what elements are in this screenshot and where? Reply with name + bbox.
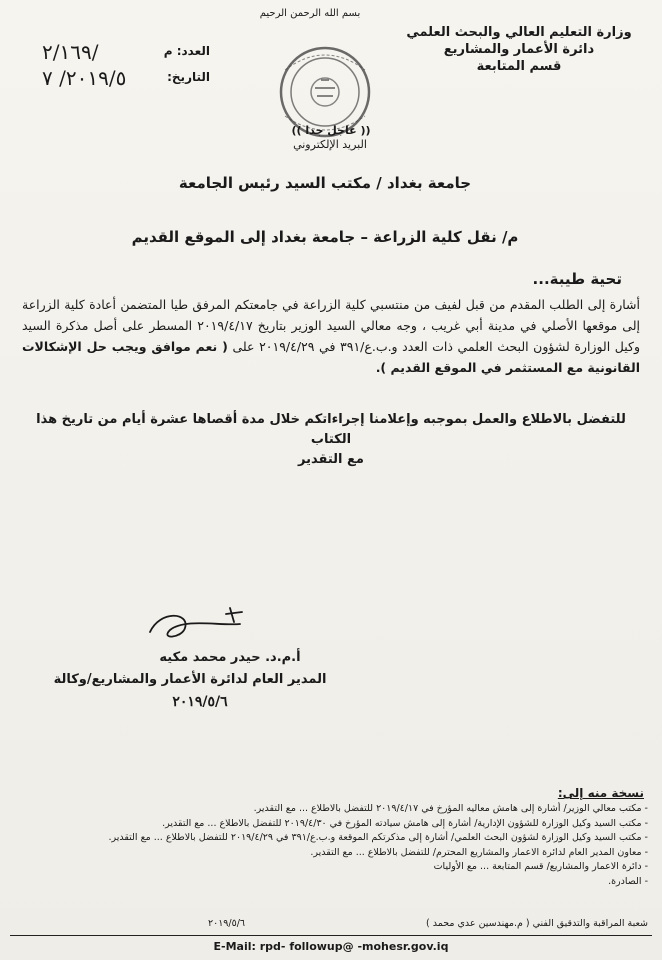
request-paragraph: [22, 410, 640, 470]
body-text: أشارة إلى الطلب المقدم من قبل لفيف من منتسبي كلية الزراعة في جامعتكم المرفق طيا المتضمن أعادة كلية الزراعة إلى موقعها الأصلي في مدينة أبي غريب ، وجه معالي السيد الوزير بتاريخ ٢٠١٩/٤/١٧ المسطر على أصل مذكرة السيد وكيل الوزارة لشؤون البحث العلمي ذات العدد و.ب.ع/٣٩١ في ٢٠١٩/٤/٢٩ على: [22, 297, 641, 354]
greeting: تحية طيبة...: [532, 270, 622, 288]
signature-date: ٢٠١٩/٥/٦: [172, 694, 228, 710]
footer-date: ٢٠١٩/٥/٦: [208, 918, 246, 929]
number-label: العدد: م: [163, 44, 210, 58]
reference-number: [40, 40, 210, 66]
signer-name: أ.م.د. حيدر محمد مكيه: [159, 650, 301, 665]
minister-decision: ( نعم موافق ويجب حل الإشكالات القانونية مع المستثمر في الموقع القديم ).: [22, 339, 640, 375]
addressee: جامعة بغداد / مكتب السيد رئيس الجامعة: [178, 174, 472, 192]
department-line: دائرة الأعمار والمشاريع: [443, 42, 595, 57]
reference-date: [40, 66, 210, 92]
date-label: التاريخ:: [167, 70, 210, 84]
ministry-header: [404, 24, 634, 75]
ministry-line: وزارة التعليم العالي والبحث العلمي: [406, 25, 632, 40]
footer-note: [8, 918, 648, 929]
list-item: - مكتب السيد وكيل الوزارة للشؤون الإدارية/ أشارة إلى هامش سيادته المؤرخ في ٢٠١٩/٤/٣٠ للتفضل بالاطلاع ... مع التقدير.: [162, 817, 648, 829]
date-value: ٢٠١٩/٥/ ٧: [42, 66, 127, 90]
request-text: للتفضل بالاطلاع والعمل بموجبه وإعلامنا إجراءاتكم خلال مدة أقصاها عشرة أيام من تاريخ هذا الكتاب: [36, 412, 626, 447]
list-item: - مكتب السيد وكيل الوزارة لشؤون البحث العلمي/ أشارة إلى مذكرتكم الموقعة و.ب.ع/٣٩١ في ٢٠١٩/٤/٢٩ للتفضل بالاطلاع ... مع التقدير.: [108, 832, 648, 843]
footer-divider: [10, 935, 652, 936]
signer-title: المدير العام لدائرة الأعمار والمشاريع/وكالة: [53, 672, 327, 687]
subject-line: م/ نقل كلية الزراعة – جامعة بغداد إلى الموقع القديم: [131, 228, 519, 246]
number-value: ٢/١٦٩/: [42, 40, 99, 64]
list-item: - معاون المدير العام لدائرة الاعمار والمشاريع المحترم/ للتفضل بالاطلاع ... مع التقدير.: [310, 846, 648, 858]
bismillah: بسم الله الرحمن الرحيم: [259, 8, 361, 19]
reference-block: [40, 40, 210, 92]
handwritten-signature: [130, 600, 260, 650]
footer-email: E-Mail: rpd- followup@ -mohesr.gov.iq: [213, 940, 449, 953]
list-item: - دائرة الاعمار والمشاريع/ قسم المتابعة ... مع الأوليات: [433, 861, 648, 872]
footer-section: شعبة المراقبة والتدقيق الفني ( م.مهندسين عدي محمد ): [426, 918, 648, 929]
closing-regards: مع التقدير: [298, 452, 364, 467]
urgent-label: (( عاجل جدا )): [291, 124, 371, 137]
letter-body: [22, 294, 640, 378]
list-item: - الصادرة.: [608, 875, 648, 887]
list-item: - مكتب معالي الوزير/ أشارة إلى هامش معاليه المؤرخ في ٢٠١٩/٤/١٧ للتفضل بالاطلاع ... مع التقدير.: [253, 803, 648, 814]
stamp-note: البريد الإلكتروني: [293, 138, 367, 151]
copies-heading: نسخة منه إلى:: [557, 786, 644, 800]
section-line: قسم المتابعة: [476, 59, 562, 74]
copies-list: [8, 802, 648, 889]
